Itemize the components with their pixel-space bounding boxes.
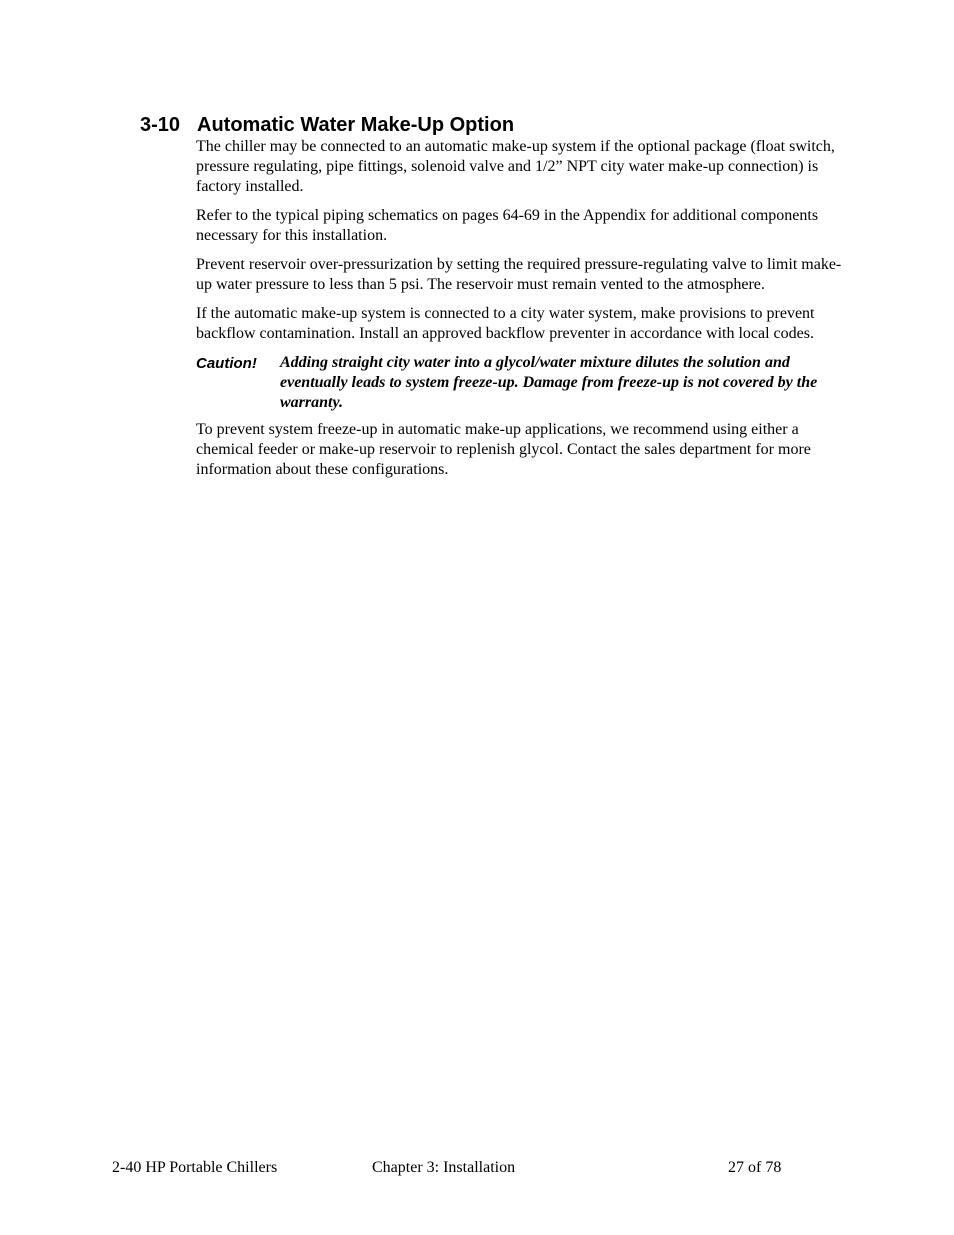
footer-page-number: 27 of 78 <box>728 1159 782 1176</box>
section-heading <box>140 112 514 138</box>
caution-label: Caution! <box>196 355 257 372</box>
body-paragraph: Refer to the typical piping schematics on pages 64-69 in the Appendix for additional components necessary for this installation. <box>196 207 819 244</box>
body-paragraph: The chiller may be connected to an automatic make-up system if the optional package (float switch, pressure regulating, pipe fittings, solenoid valve and 1/2” NPT city water make-up connection) is factory installed. <box>196 138 835 195</box>
body-paragraph: Prevent reservoir over-pressurization by setting the required pressure-regulating valve to limit make-up water pressure to less than 5 psi. The reservoir must remain vented to the atmosphere. <box>196 256 842 293</box>
body-paragraph: If the automatic make-up system is connected to a city water system, make provisions to prevent backflow contamination. Install an approved backflow preventer in accordance with local codes. <box>196 305 815 342</box>
section-number: 3-10 <box>140 114 181 136</box>
caution-text: Adding straight city water into a glycol/water mixture dilutes the solution and eventually leads to system freeze-up. Damage from freeze-up is not covered by the warranty. <box>280 354 818 411</box>
section-title: Automatic Water Make-Up Option <box>197 114 515 136</box>
footer-chapter: Chapter 3: Installation <box>372 1159 516 1176</box>
footer-document-title: 2-40 HP Portable Chillers <box>112 1159 278 1176</box>
caution-note <box>196 353 846 413</box>
section-body <box>196 137 846 489</box>
closing-paragraph: To prevent system freeze-up in automatic make-up applications, we recommend using either a chemical feeder or make-up reservoir to replenish glycol. Contact the sales department for more information about these configurations. <box>196 421 811 478</box>
